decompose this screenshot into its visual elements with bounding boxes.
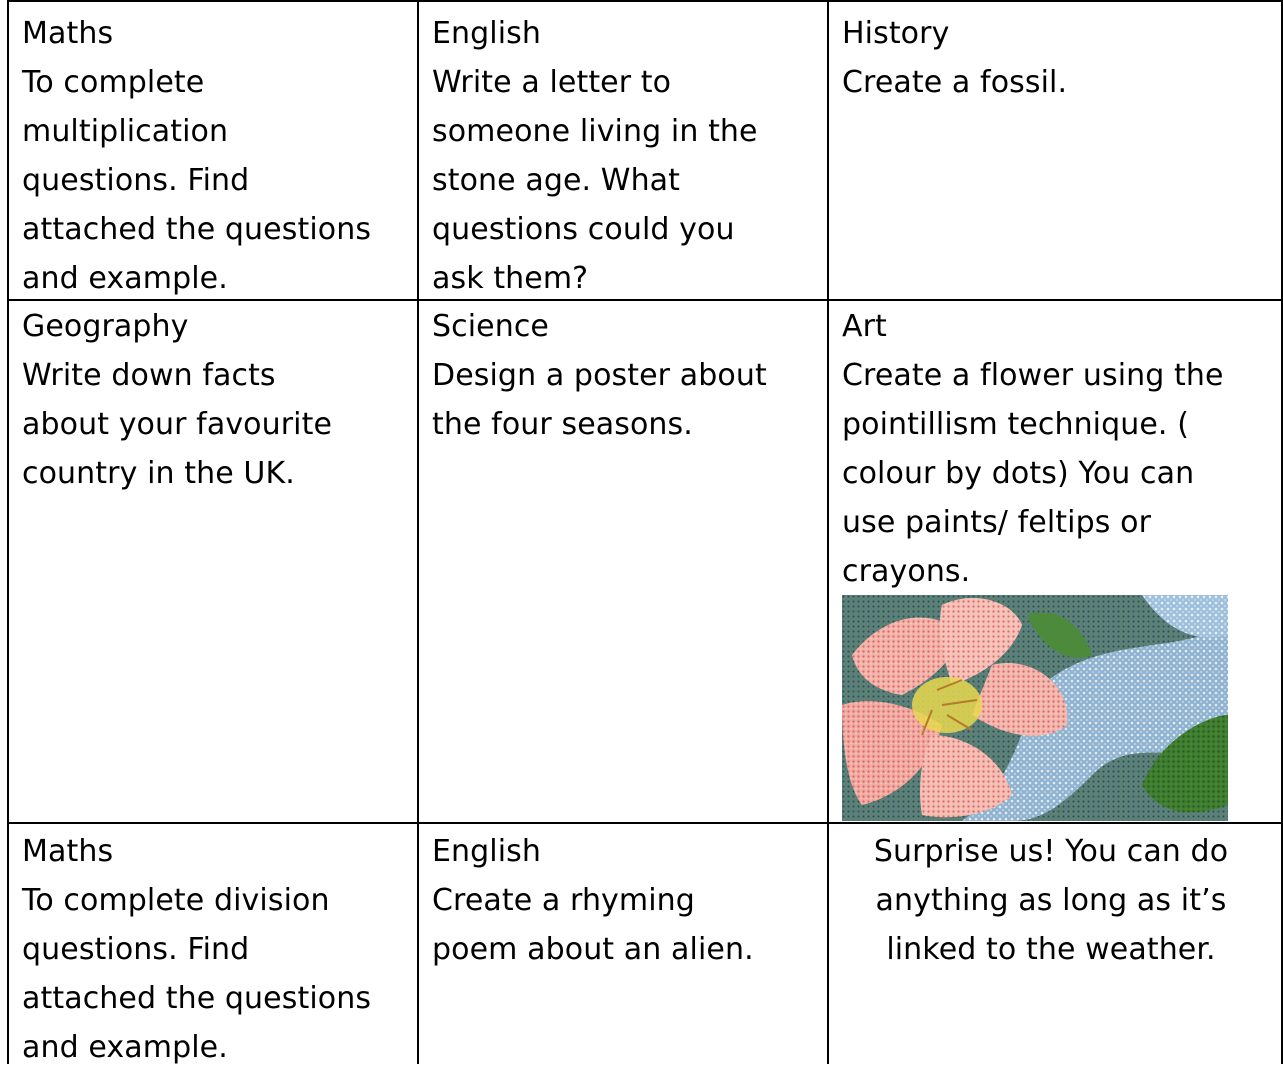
cell-science-poster: [432, 302, 820, 449]
cell-subject: History: [842, 16, 950, 51]
cell-english-letter: [432, 9, 820, 303]
cell-maths-multiplication: [22, 9, 412, 303]
grid-divider-col-2: [827, 0, 829, 1064]
grid-divider-row-2: [7, 822, 1283, 824]
cell-task: Write down facts about your favourite country in the UK.: [22, 358, 333, 491]
pointillism-flower-image: [842, 595, 1228, 821]
grid-divider-col-1: [417, 0, 419, 1064]
cell-task: Surprise us! You can do anything as long as it’s linked to the weather.: [873, 834, 1229, 967]
cell-subject: Maths: [22, 834, 114, 869]
cell-task: To complete division questions. Find attached the questions and example.: [22, 883, 372, 1065]
cell-subject: Art: [842, 309, 887, 344]
cell-art-pointillism: [842, 302, 1262, 596]
cell-task: Create a rhyming poem about an alien.: [432, 883, 754, 967]
cell-surprise-weather: [830, 827, 1272, 974]
cell-task: To complete multiplication questions. Find attached the questions and example.: [22, 65, 372, 296]
cell-history-fossil: [842, 9, 1262, 107]
grid-border-left: [7, 0, 9, 1064]
cell-subject: Science: [432, 309, 549, 344]
cell-subject: Geography: [22, 309, 189, 344]
cell-subject: Maths: [22, 16, 114, 51]
cell-task: Create a fossil.: [842, 65, 1068, 100]
cell-task: Create a flower using the pointillism technique. ( colour by dots) You can use paints/ feltips or crayons.: [842, 358, 1224, 589]
cell-geography-facts: [22, 302, 412, 498]
cell-task: Write a letter to someone living in the stone age. What questions could you ask them?: [432, 65, 758, 296]
cell-task: Design a poster about the four seasons.: [432, 358, 767, 442]
cell-english-poem: [432, 827, 820, 974]
grid-border-top: [7, 0, 1283, 2]
cell-maths-division: [22, 827, 412, 1072]
cell-subject: English: [432, 16, 542, 51]
cell-subject: English: [432, 834, 542, 869]
